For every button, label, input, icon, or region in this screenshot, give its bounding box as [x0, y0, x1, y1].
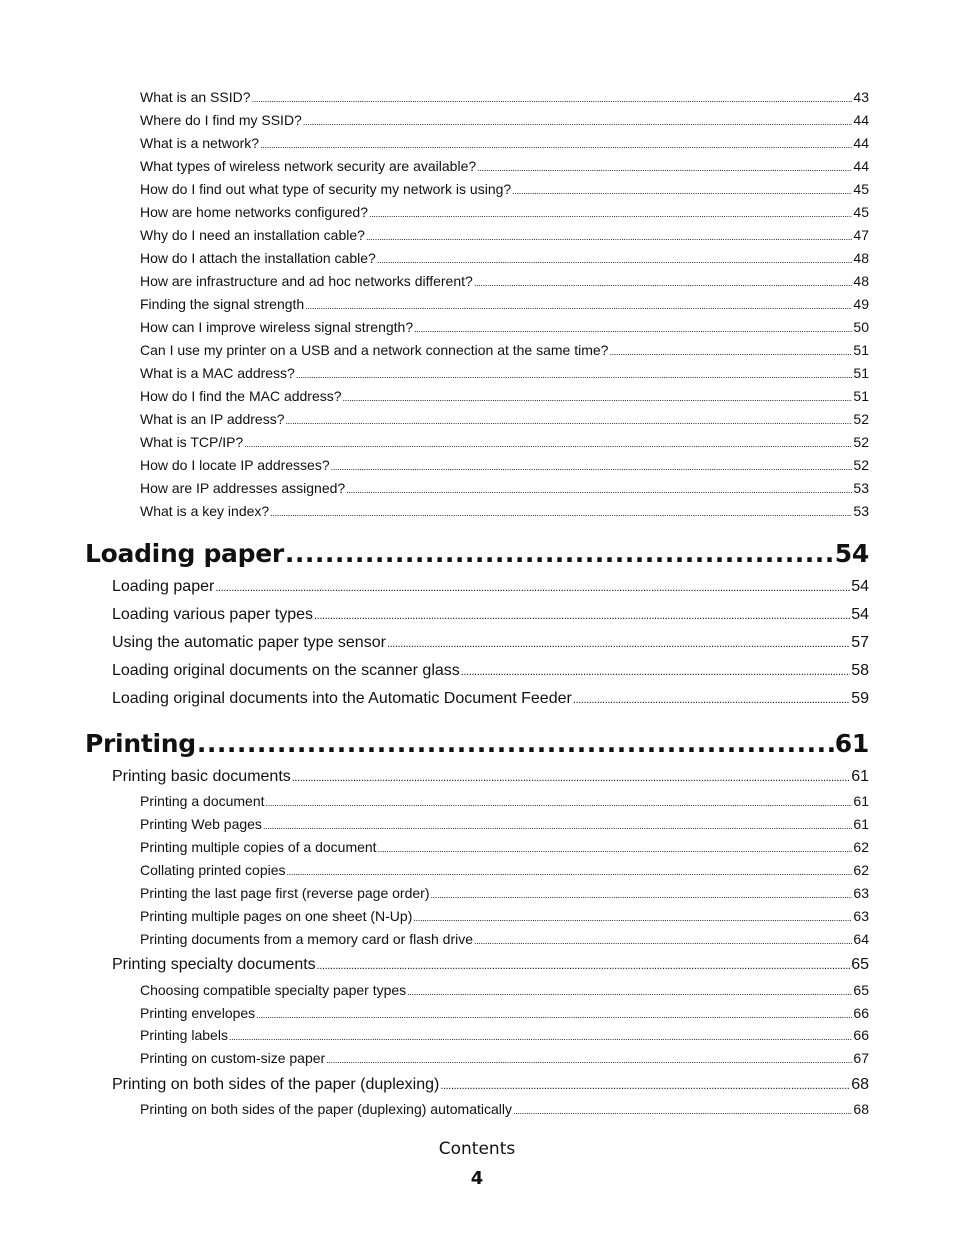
toc-section-entry[interactable]: [0, 1071, 869, 1099]
dot-leader: [317, 951, 851, 980]
toc-entry-title: Choosing compatible specialty paper types: [140, 982, 407, 998]
dot-leader: [292, 763, 850, 792]
dot-leader: [407, 979, 852, 1004]
dot-leader: [369, 201, 852, 226]
dot-leader: [331, 454, 853, 479]
dot-leader: [477, 155, 852, 180]
toc-entry-page: 63: [853, 908, 869, 924]
toc-entry-title: How are infrastructure and ad hoc networks different?: [140, 273, 473, 289]
toc-entry-title: How do I locate IP addresses?: [140, 457, 330, 473]
toc-subsection-entry[interactable]: [0, 132, 869, 155]
dot-leader: [260, 132, 852, 157]
toc-subsection-entry[interactable]: [0, 477, 869, 500]
toc-entry-page: 61: [834, 729, 869, 758]
toc-entry-title: What is a MAC address?: [140, 365, 295, 381]
dot-leader: [285, 534, 834, 574]
toc-entry-title: Loading original documents on the scanner glass: [112, 662, 460, 679]
toc-entry-page: 63: [853, 885, 869, 901]
toc-entry-page: 52: [853, 457, 869, 473]
toc-entry-title: Finding the signal strength: [140, 296, 305, 312]
toc-subsection-entry[interactable]: [0, 293, 869, 316]
toc-subsection-entry[interactable]: [0, 86, 869, 109]
toc-subsection-entry[interactable]: [0, 500, 869, 523]
dot-leader: [474, 928, 852, 953]
toc-section-entry[interactable]: [0, 657, 869, 685]
toc-entry-page: 44: [853, 135, 869, 151]
dot-leader: [430, 882, 852, 907]
dot-leader: [378, 836, 853, 861]
toc-entry-title: Printing documents from a memory card or flash drive: [140, 931, 474, 947]
toc-entry-page: 48: [853, 273, 869, 289]
toc-subsection-entry[interactable]: [0, 339, 869, 362]
toc-subsection-entry[interactable]: [0, 905, 869, 928]
toc-entry-page: 54: [851, 578, 869, 595]
dot-leader: [303, 109, 853, 134]
dot-leader: [366, 224, 852, 249]
toc-entry-page: 51: [853, 388, 869, 404]
toc-entry-page: 44: [853, 158, 869, 174]
toc-entry-title: Loading paper: [112, 578, 215, 595]
toc-entry-title: What types of wireless network security are available?: [140, 158, 477, 174]
toc-entry-page: 65: [851, 956, 869, 973]
toc-entry-page: 51: [853, 365, 869, 381]
toc-subsection-entry[interactable]: [0, 882, 869, 905]
dot-leader: [377, 247, 853, 272]
toc-entry-page: 68: [851, 1076, 869, 1093]
toc-entry-page: 53: [853, 480, 869, 496]
toc-entry-title: Printing labels: [140, 1027, 228, 1043]
toc-entry-page: 53: [853, 503, 869, 519]
dot-leader: [287, 859, 853, 884]
dot-leader: [440, 1071, 850, 1100]
dot-leader: [296, 362, 853, 387]
dot-leader: [343, 385, 853, 410]
toc-entry-title: Using the automatic paper type sensor: [112, 634, 386, 651]
toc-entry-title: Why do I need an installation cable?: [140, 227, 365, 243]
toc-subsection-entry[interactable]: [0, 385, 869, 408]
toc-entry-page: 44: [853, 112, 869, 128]
dot-leader: [229, 1024, 852, 1049]
dot-leader: [474, 270, 853, 295]
toc-entry-title: How do I attach the installation cable?: [140, 250, 376, 266]
footer-page-number: 4: [470, 1168, 484, 1189]
toc-entry-page: 54: [834, 539, 869, 568]
toc-subsection-entry[interactable]: [0, 790, 869, 813]
dot-leader: [414, 316, 852, 341]
toc-entry-page: 48: [853, 250, 869, 266]
toc-entry-title: Loading original documents into the Automatic Document Feeder: [112, 690, 572, 707]
toc-entry-page: 61: [851, 768, 869, 785]
toc-entry-page: 54: [851, 606, 869, 623]
toc-entry-title: Printing on both sides of the paper (duplexing): [112, 1076, 440, 1093]
toc-subsection-entry[interactable]: [0, 201, 869, 224]
toc-entry-page: 61: [853, 793, 869, 809]
toc-chapter-entry[interactable]: [0, 534, 869, 574]
toc-subsection-entry[interactable]: [0, 431, 869, 454]
toc-entry-title: Printing specialty documents: [112, 956, 316, 973]
dot-leader: [314, 601, 850, 630]
toc-entry-title: Collating printed copies: [140, 862, 286, 878]
dot-leader: [263, 813, 852, 838]
toc-subsection-entry[interactable]: [0, 247, 869, 270]
toc-entry-page: 64: [853, 931, 869, 947]
dot-leader: [513, 1098, 852, 1123]
toc-subsection-entry[interactable]: [0, 454, 869, 477]
toc-entry-page: 45: [853, 204, 869, 220]
toc-subsection-entry[interactable]: [0, 836, 869, 859]
toc-entry-title: What is a key index?: [140, 503, 270, 519]
toc-section-entry[interactable]: [0, 763, 869, 791]
dot-leader: [609, 339, 852, 364]
toc-entry-title: Loading various paper types: [112, 606, 314, 623]
toc-section-entry[interactable]: [0, 629, 869, 657]
toc-entry-page: 57: [851, 634, 869, 651]
dot-leader: [573, 685, 850, 714]
toc-entry-page: 58: [851, 662, 869, 679]
toc-entry-title: Where do I find my SSID?: [140, 112, 302, 128]
toc-subsection-entry[interactable]: [0, 1047, 869, 1070]
toc-entry-title: Can I use my printer on a USB and a network connection at the same time?: [140, 342, 609, 358]
dot-leader: [326, 1047, 852, 1072]
toc-entry-title: What is TCP/IP?: [140, 434, 244, 450]
toc-section-entry[interactable]: [0, 601, 869, 629]
toc-section-entry[interactable]: [0, 685, 869, 713]
dot-leader: [305, 293, 852, 318]
toc-entry-title: How do I find the MAC address?: [140, 388, 342, 404]
dot-leader: [512, 178, 852, 203]
toc-section-entry[interactable]: [0, 951, 869, 979]
toc-subsection-entry[interactable]: [0, 178, 869, 201]
toc-entry-page: 62: [853, 839, 869, 855]
toc-entry-title: Printing a document: [140, 793, 265, 809]
toc-entry-title: Printing multiple pages on one sheet (N-Up): [140, 908, 413, 924]
dot-leader: [266, 790, 853, 815]
toc-entry-page: 66: [853, 1005, 869, 1021]
dot-leader: [270, 500, 852, 525]
dot-leader: [387, 629, 850, 658]
toc-entry-page: 62: [853, 862, 869, 878]
toc-entry-page: 49: [853, 296, 869, 312]
toc-entry-title: What is a network?: [140, 135, 260, 151]
toc-subsection-entry[interactable]: [0, 813, 869, 836]
dot-leader: [215, 573, 850, 602]
toc-subsection-entry[interactable]: [0, 1002, 869, 1025]
toc-entry-title: How are IP addresses assigned?: [140, 480, 346, 496]
toc-subsection-entry[interactable]: [0, 859, 869, 882]
toc-entry-page: 66: [853, 1027, 869, 1043]
toc-entry-page: 51: [853, 342, 869, 358]
toc-entry-title: Printing on custom-size paper: [140, 1050, 326, 1066]
dot-leader: [285, 408, 852, 433]
toc-entry-page: 68: [853, 1101, 869, 1117]
toc-entry-page: 67: [853, 1050, 869, 1066]
toc-entry-title: Printing the last page first (reverse page order): [140, 885, 430, 901]
toc-entry-page: 65: [853, 982, 869, 998]
toc-entry-page: 47: [853, 227, 869, 243]
toc-entry-title: Printing: [85, 729, 196, 758]
toc-entry-title: How are home networks configured?: [140, 204, 369, 220]
dot-leader: [346, 477, 852, 502]
toc-subsection-entry[interactable]: [0, 408, 869, 431]
toc-entry-title: Loading paper: [85, 539, 284, 568]
toc-entry-page: 61: [853, 816, 869, 832]
toc-entry-page: 50: [853, 319, 869, 335]
toc-subsection-entry[interactable]: [0, 224, 869, 247]
toc-entry-title: Printing envelopes: [140, 1005, 256, 1021]
toc-subsection-entry[interactable]: [0, 1098, 869, 1121]
toc-entry-title: Printing Web pages: [140, 816, 262, 832]
toc-entry-title: Printing basic documents: [112, 768, 291, 785]
toc-entry-page: 45: [853, 181, 869, 197]
toc-entry-title: Printing on both sides of the paper (duplexing) automatically: [140, 1101, 512, 1117]
toc-entry-page: 59: [851, 690, 869, 707]
toc-subsection-entry[interactable]: [0, 1024, 869, 1047]
toc-subsection-entry[interactable]: [0, 316, 869, 339]
dot-leader: [244, 431, 852, 456]
footer-section-label: Contents: [438, 1139, 516, 1159]
dot-leader: [413, 905, 852, 930]
toc-entry-title: Printing multiple copies of a document: [140, 839, 377, 855]
dot-leader: [461, 657, 850, 686]
toc-entry-title: What is an IP address?: [140, 411, 285, 427]
toc-entry-page: 52: [853, 434, 869, 450]
toc-subsection-entry[interactable]: [0, 155, 869, 178]
toc-subsection-entry[interactable]: [0, 362, 869, 385]
toc-entry-page: 43: [853, 89, 869, 105]
toc-entry-title: What is an SSID?: [140, 89, 251, 105]
dot-leader: [197, 724, 834, 764]
toc-subsection-entry[interactable]: [0, 109, 869, 132]
toc-entry-page: 52: [853, 411, 869, 427]
toc-subsection-entry[interactable]: [0, 979, 869, 1002]
toc-subsection-entry[interactable]: [0, 270, 869, 293]
dot-leader: [252, 86, 853, 111]
toc-subsection-entry[interactable]: [0, 928, 869, 951]
toc-entry-title: How can I improve wireless signal strength?: [140, 319, 414, 335]
toc-section-entry[interactable]: [0, 573, 869, 601]
toc-chapter-entry[interactable]: [0, 724, 869, 764]
toc-entry-title: How do I find out what type of security my network is using?: [140, 181, 512, 197]
